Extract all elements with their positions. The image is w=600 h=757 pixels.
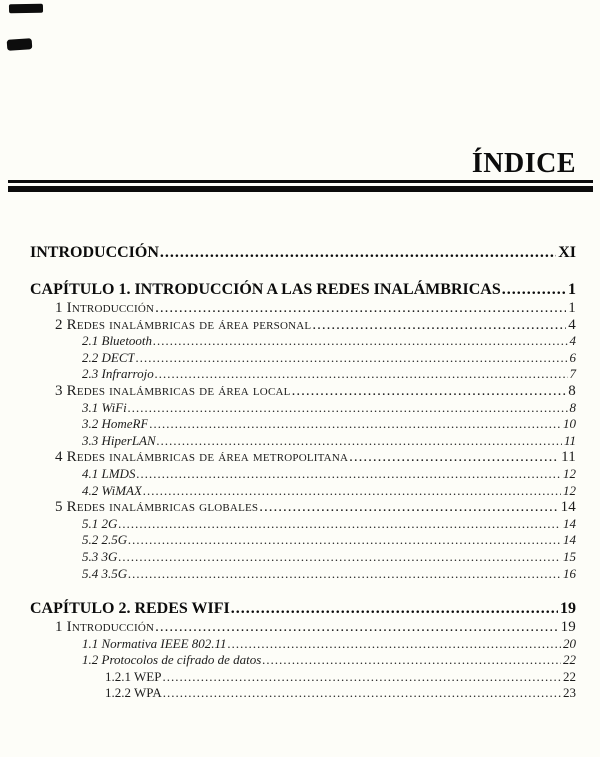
toc-entry	[30, 280, 576, 300]
toc-entry-page: 11	[563, 432, 576, 448]
dot-leader	[262, 652, 561, 669]
toc-entry-page: 6	[569, 349, 576, 365]
toc-entry-label: 2.1 Bluetooth	[82, 333, 153, 349]
dot-leader	[128, 566, 561, 583]
toc-entry-label: 1.2.1 WEP	[105, 668, 162, 684]
rule-thick-line	[8, 186, 593, 192]
toc-entry	[30, 300, 576, 317]
toc-entry-page: 23	[563, 685, 576, 701]
toc-entry-page: 16	[563, 565, 576, 581]
toc-entry-label: 3.2 HomeRF	[82, 416, 149, 432]
toc-entry-page: 20	[563, 635, 576, 651]
toc-entry-label: 5 Redes inalámbricas globales	[55, 499, 259, 516]
toc-entry-label: CAPÍTULO 1. INTRODUCCIÓN A LAS REDES INALÁMBRICAS	[30, 281, 501, 298]
toc-entry-page: 7	[569, 366, 576, 382]
toc-entry-label: 4 Redes inalámbricas de área metropolitana	[55, 449, 349, 466]
toc-entry-label: 1.2.2 WPA	[105, 685, 162, 701]
page-title: ÍNDICE	[471, 148, 576, 179]
dot-leader	[118, 516, 561, 533]
toc-entry	[30, 317, 576, 334]
toc-entry	[30, 532, 576, 549]
toc-entry-page: 19	[560, 619, 576, 636]
toc-entry	[30, 466, 576, 483]
toc-entry-page: 8	[568, 382, 576, 399]
toc-entry-label: 4.1 LMDS	[82, 465, 136, 481]
toc-entry-label: 5.1 2G	[82, 515, 118, 531]
toc-entry	[30, 549, 576, 566]
dot-leader	[128, 400, 568, 417]
toc-entry	[30, 243, 576, 263]
toc-entry-label: 1 Introducción	[55, 619, 155, 636]
toc-entry-page: 4	[568, 316, 576, 333]
toc-entry-page: 14	[563, 532, 576, 548]
toc-entry-label: 5.3 3G	[82, 548, 118, 564]
dot-leader	[349, 449, 559, 466]
toc-entry-page: 4	[569, 333, 576, 349]
toc-entry-label: 3.3 HiperLAN	[82, 432, 156, 448]
toc-entry	[30, 566, 576, 583]
toc-entry	[30, 499, 576, 516]
scan-artifact-mark	[9, 4, 43, 14]
dot-leader	[149, 416, 561, 433]
toc-entry-label: 2.3 Infrarrojo	[82, 366, 154, 382]
dot-leader	[160, 243, 556, 263]
toc-entry	[30, 383, 576, 400]
toc-entry	[30, 449, 576, 466]
toc-entry-page: 12	[563, 465, 576, 481]
dot-leader	[128, 532, 561, 549]
dot-leader	[231, 599, 558, 619]
toc-entry-label: 1 Introducción	[55, 300, 155, 316]
dot-leader	[143, 483, 561, 500]
toc-entry-label: 3 Redes inalámbricas de área local	[55, 382, 291, 399]
dot-leader	[118, 549, 561, 566]
toc-entry-page: 22	[563, 652, 576, 668]
dot-leader	[163, 685, 561, 702]
dot-leader	[228, 636, 561, 653]
toc-entry	[30, 599, 576, 619]
toc-entry	[30, 652, 576, 669]
toc-entry-page: 15	[563, 548, 576, 564]
toc-entry	[30, 483, 576, 500]
dot-leader	[502, 280, 566, 300]
dot-leader	[155, 366, 568, 383]
toc-entry	[30, 619, 576, 636]
toc-entry	[30, 669, 576, 686]
toc-entry	[30, 400, 576, 417]
toc-entry-page: 11	[561, 449, 576, 466]
toc-entry-label: 3.1 WiFi	[82, 399, 127, 415]
toc-entry-page: 14	[563, 515, 576, 531]
toc-entry-label: 4.2 WiMAX	[82, 482, 142, 498]
toc-entry	[30, 350, 576, 367]
toc-entry-page: 12	[563, 482, 576, 498]
toc-entry-label: 2 Redes inalámbricas de área personal	[55, 316, 312, 333]
toc-entry-page: XI	[558, 244, 576, 261]
toc-entry	[30, 636, 576, 653]
double-rule	[8, 180, 593, 192]
toc-entry	[30, 516, 576, 533]
dot-leader	[136, 466, 561, 483]
toc-entry-label: 5.4 3.5G	[82, 565, 128, 581]
dot-leader	[162, 669, 561, 686]
dot-leader	[136, 350, 568, 367]
dot-leader	[259, 499, 558, 516]
toc-entry-page: 10	[563, 416, 576, 432]
toc-entry-page: 8	[569, 399, 576, 415]
toc-entry	[30, 333, 576, 350]
toc-entry-label: 1.1 Normativa IEEE 802.11	[82, 635, 227, 651]
toc-entry-label: 1.2 Protocolos de cifrado de datos	[82, 652, 262, 668]
toc-entry-page: 22	[563, 668, 576, 684]
dot-leader	[312, 317, 566, 334]
dot-leader	[153, 333, 567, 350]
toc-entry-page: 19	[560, 600, 576, 618]
dot-leader	[292, 383, 567, 400]
toc-entry	[30, 366, 576, 383]
toc-list	[30, 243, 576, 702]
dot-leader	[155, 619, 558, 636]
rule-thin-line	[8, 180, 593, 183]
toc-entry	[30, 433, 576, 450]
dot-leader	[155, 300, 566, 317]
dot-leader	[157, 433, 562, 450]
toc-entry	[30, 685, 576, 702]
toc-entry-page: 1	[568, 300, 576, 316]
toc-entry-label: CAPÍTULO 2. REDES WIFI	[30, 600, 230, 618]
toc-entry-label: 5.2 2.5G	[82, 532, 128, 548]
toc-entry-label: INTRODUCCIÓN	[30, 244, 159, 261]
toc-entry-page: 14	[560, 499, 576, 516]
scan-artifact-mark	[7, 38, 33, 51]
toc-entry-label: 2.2 DECT	[82, 349, 135, 365]
toc-entry-page: 1	[568, 281, 576, 298]
toc-entry	[30, 416, 576, 433]
